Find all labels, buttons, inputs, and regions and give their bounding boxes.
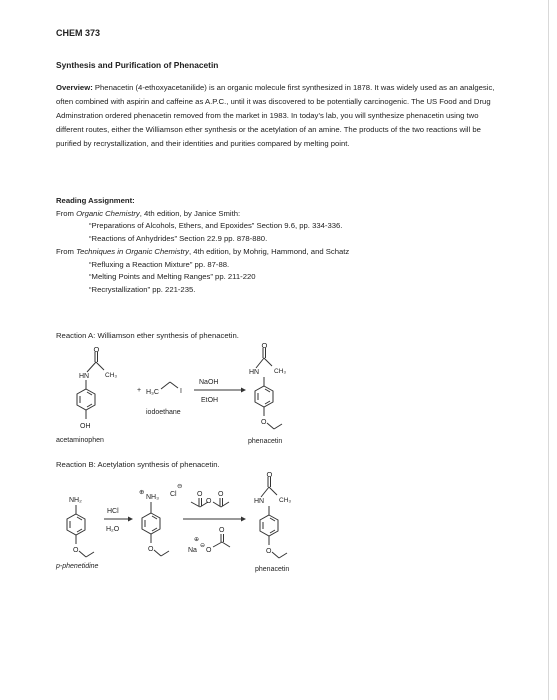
atom-hn: HN: [79, 373, 90, 380]
source-1-prefix: From: [56, 208, 77, 218]
p-phenetidine-name: p-phenetidine: [56, 563, 99, 570]
atom-o: O: [266, 470, 273, 479]
plus-charge: ⊕: [139, 489, 145, 496]
atom-o: O: [261, 341, 268, 350]
document-title: Synthesis and Purification of Phenacetin: [56, 60, 219, 70]
acetaminophen-structure: [77, 345, 117, 430]
plus-charge: ⊕: [194, 537, 200, 543]
atom-ch3: CH₃: [279, 497, 292, 504]
atom-o: O: [266, 548, 272, 555]
phenacetin-a-name: phenacetin: [248, 438, 283, 445]
reaction-a-label: Reaction A: Williamson ether synthesis of phenacetin.: [56, 331, 239, 340]
source-1-book: Organic Chemistry: [76, 208, 140, 218]
atom-o: O: [73, 547, 79, 554]
atom-o: O: [93, 345, 100, 354]
acetaminophen-name: acetaminophen: [56, 437, 104, 444]
reaction-b-acid: HCl: [107, 508, 119, 515]
reaction-b-solvent: H₂O: [106, 526, 120, 533]
atom-hn: HN: [254, 498, 265, 505]
atom-o: O: [197, 491, 203, 498]
atom-oh: OH: [80, 423, 91, 430]
reading-item: “Recrystallization” pp. 221-235.: [89, 284, 196, 294]
atom-h3c: H₃C: [146, 389, 159, 396]
reaction-a-solvent: EtOH: [201, 397, 219, 404]
atom-nh3: NH₃: [146, 494, 159, 501]
reaction-a-base: NaOH: [199, 379, 219, 386]
phenacetin-b-structure: [254, 470, 291, 558]
atom-cl: Cl: [170, 491, 177, 498]
reading-item: “Refluxing a Reaction Mixture” pp. 87-88.: [89, 259, 230, 269]
atom-hn: HN: [249, 369, 260, 376]
overview-label: Overview:: [56, 83, 93, 92]
reaction-b-arrow-2-head: [241, 517, 246, 522]
iodoethane-structure: [137, 382, 182, 396]
atom-na: Na: [188, 547, 197, 554]
atom-o: O: [206, 547, 212, 554]
reading-item: “Melting Points and Melting Ranges” pp. 211-220: [89, 272, 256, 282]
source-1-suffix: , 4th edition, by Janice Smith:: [139, 208, 241, 218]
reading-item: “Preparations of Alcohols, Ethers, and Epoxides” Section 9.6, pp. 334-336.: [89, 221, 343, 231]
plus-sign: +: [137, 387, 142, 394]
course-code: CHEM 373: [56, 28, 101, 38]
reaction-a-arrow-head: [241, 388, 246, 393]
minus-charge: ⊖: [177, 483, 183, 490]
atom-o: O: [218, 491, 224, 498]
p-phenetidine-structure: [67, 497, 94, 557]
source-2-prefix: From: [56, 246, 77, 256]
atom-o: O: [148, 546, 154, 553]
atom-o: O: [219, 527, 225, 534]
atom-ch3: CH₃: [274, 368, 287, 375]
source-2-suffix: , 4th edition, by Mohrig, Hammond, and Schatz: [189, 246, 350, 256]
reading-item: “Reactions of Anhydrides” Section 22.9 pp. 878-880.: [89, 234, 268, 244]
source-2-book: Techniques in Organic Chemistry: [76, 246, 190, 256]
atom-nh2: NH₂: [69, 497, 82, 504]
atom-o: O: [206, 498, 212, 505]
sodium-acetate-structure: [188, 527, 230, 554]
acetic-anhydride-structure: [191, 491, 229, 507]
overview-text: Phenacetin (4-ethoxyacetanilide) is an organic molecule first synthesized in 1878. It was widely used as an analgesic, often combined with aspirin and caffeine as A.P.C., until it was discovered to be potentially carcinogenic. The US Food and Drug Adminstration ordered phenacetin removed from the market in 1983. In today’s lab, you will synthesize phenacetin using two different routes, either the Williamson ether synthesis or the acetylation of an amine. The products of the two reactions will be purified by recrystallization, and their identities and purities compared by melting point.: [56, 83, 495, 149]
anilinium-salt-structure: [139, 483, 182, 556]
reaction-b-label: Reaction B: Acetylation synthesis of phenacetin.: [56, 460, 220, 469]
reaction-b-arrow-1-head: [128, 517, 133, 522]
phenacetin-a-structure: [249, 341, 286, 429]
phenacetin-b-name: phenacetin: [255, 566, 290, 573]
atom-ch3: CH₃: [105, 372, 118, 379]
iodoethane-name: iodoethane: [146, 409, 181, 416]
minus-charge: ⊖: [200, 543, 206, 549]
reading-heading: Reading Assignment:: [56, 196, 135, 205]
atom-i: I: [180, 388, 182, 395]
atom-o: O: [261, 419, 267, 426]
